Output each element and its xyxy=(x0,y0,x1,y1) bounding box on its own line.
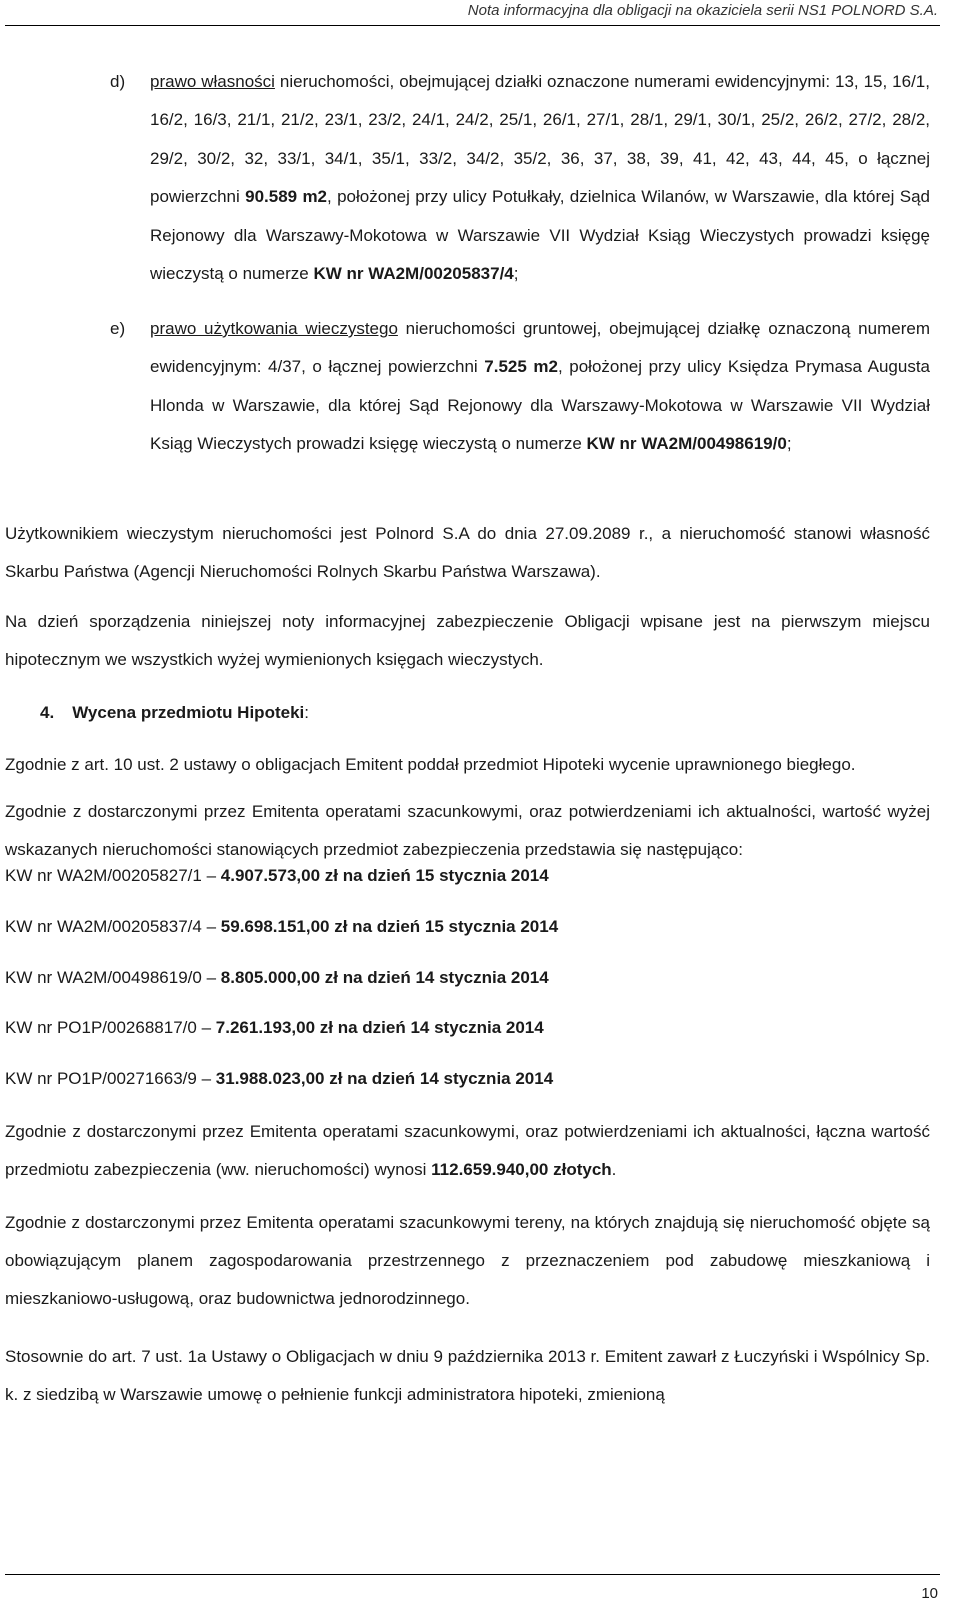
list-item-body xyxy=(150,63,930,293)
text-run: , położonej przy ulicy Potułkały, dzielnica Wilanów, w Warszawie, dla której Sąd Rejonowy dla Warszawy-Mokotowa w Warszawie VII Wydział Ksiąg Wieczystych prowadzi księgę wieczystą o numerze xyxy=(150,187,930,284)
total-value: 112.659.940,00 złotych xyxy=(431,1160,612,1179)
underlined-lead: prawo użytkowania wieczystego xyxy=(150,319,398,338)
valuation-dash: – xyxy=(206,917,217,936)
valuation-kw: KW nr WA2M/00205827/1 xyxy=(5,866,202,885)
underlined-lead: prawo własności xyxy=(150,72,275,91)
paragraph-zoning: Zgodnie z dostarczonymi przez Emitenta operatami szacunkowymi tereny, na których znajdują się nieruchomość objęte są obowiązującym planem zagospodarowania przestrzennego z przeznaczeniem pod zabudowę mieszkaniową i mieszkaniowo-usługową, oraz budownictwa jednorodzinnego. xyxy=(5,1213,930,1308)
text-run: , położonej przy ulicy Księdza Prymasa Augusta Hlonda w Warszawie, dla której Sąd Rejonowy dla Warszawy-Mokotowa w Warszawie VII Wydział Ksiąg Wieczystych prowadzi księgę wieczystą o numerze xyxy=(150,357,930,454)
valuation-row xyxy=(5,1013,544,1043)
text-run: nieruchomości gruntowej, obejmującej działkę oznaczoną numerem ewidencyjnym: 4/37, o łącznej powierzchni xyxy=(150,319,930,377)
valuation-amount: 7.261.193,00 zł na dzień 14 stycznia 2014 xyxy=(215,1018,544,1037)
section-colon: : xyxy=(304,703,309,722)
land-register-number: KW nr WA2M/00205837/4 xyxy=(313,264,514,284)
valuation-row xyxy=(5,1064,553,1094)
text-run: ; xyxy=(513,264,519,284)
area-value: 7.525 m2 xyxy=(484,357,558,377)
valuation-amount: 59.698.151,00 zł na dzień 15 stycznia 2014 xyxy=(220,917,559,936)
paragraph-valuation-intro: Zgodnie z dostarczonymi przez Emitenta operatami szacunkowymi, oraz potwierdzeniami ich aktualności, wartość wyżej wskazanych nieruchomości stanowiących przedmiot zabezpieczenia przedstawia się następująco: xyxy=(5,802,930,859)
area-value: 90.589 m2 xyxy=(245,187,328,207)
page-number: 10 xyxy=(921,1585,938,1602)
list-item-body xyxy=(150,310,930,464)
valuation-amount: 31.988.023,00 zł na dzień 14 stycznia 2014 xyxy=(215,1069,554,1088)
valuation-dash: – xyxy=(201,1018,212,1037)
section-title: Wycena przedmiotu Hipoteki xyxy=(72,703,305,722)
land-register-number: KW nr WA2M/00498619/0 xyxy=(586,434,787,454)
valuation-dash: – xyxy=(206,866,217,885)
paragraph-valuation-basis: Zgodnie z art. 10 ust. 2 ustawy o obligacjach Emitent poddał przedmiot Hipoteki wycenie uprawnionego biegłego. xyxy=(5,755,856,774)
valuation-kw: KW nr PO1P/00268817/0 xyxy=(5,1018,197,1037)
header-divider xyxy=(5,25,940,26)
list-item-letter: d) xyxy=(110,72,126,91)
valuation-kw: KW nr WA2M/00498619/0 xyxy=(5,968,202,987)
valuation-kw: KW nr WA2M/00205837/4 xyxy=(5,917,202,936)
valuation-amount: 4.907.573,00 zł na dzień 15 stycznia 2014 xyxy=(220,866,549,885)
valuation-row xyxy=(5,912,558,942)
valuation-amount: 8.805.000,00 zł na dzień 14 stycznia 2014 xyxy=(220,968,549,987)
text-run: Zgodnie z dostarczonymi przez Emitenta operatami szacunkowymi, oraz potwierdzeniami ich aktualności, łączna wartość przedmiotu zabezpieczenia (ww. nieruchomości) wynosi xyxy=(5,1122,930,1179)
valuation-row xyxy=(5,963,549,993)
paragraph-total-value xyxy=(5,1113,930,1189)
document-header-title: Nota informacyjna dla obligacji na okaziciela serii NS1 POLNORD S.A. xyxy=(467,2,938,19)
valuation-kw: KW nr PO1P/00271663/9 xyxy=(5,1069,197,1088)
valuation-dash: – xyxy=(201,1069,212,1088)
paragraph-administrator-agreement: Stosownie do art. 7 ust. 1a Ustawy o Obligacjach w dniu 9 października 2013 r. Emitent zawarł z Łuczyński i Wspólnicy Sp. k. z siedzibą w Warszawie umowę o pełnienie funkcji administratora hipoteki, zmienioną xyxy=(5,1347,930,1404)
text-run: . xyxy=(611,1160,617,1179)
list-item-letter: e) xyxy=(110,319,126,338)
valuation-row xyxy=(5,861,549,891)
section-number: 4. xyxy=(40,703,55,722)
text-run: ; xyxy=(786,434,792,454)
paragraph-usufruct: Użytkownikiem wieczystym nieruchomości jest Polnord S.A do dnia 27.09.2089 r., a nieruchomość stanowi własność Skarbu Państwa (Agencji Nieruchomości Rolnych Skarbu Państwa Warszawa). xyxy=(5,524,930,581)
text-run: nieruchomości, obejmującej działki oznaczone numerami ewidencyjnymi: 13, 15, 16/1, 16/2, 16/3, 21/1, 21/2, 23/1, 23/2, 24/1, 24/2, 25/1, 26/1, 27/1, 28/1, 29/1, 30/1, 25/2, 26/2, 27/2, 28/2, 29/2, 30/2, 32, 33/1, 34/1, 35/1, 33/2, 34/2, 35/2, 36, 37, 38, 39, 41, 42, 43, 44, 45, o łącznej powierzchni xyxy=(150,72,930,207)
section-heading xyxy=(40,698,309,728)
footer-divider xyxy=(5,1574,940,1575)
paragraph-mortgage-entry: Na dzień sporządzenia niniejszej noty informacyjnej zabezpieczenie Obligacji wpisane jest na pierwszym miejscu hipotecznym we wszystkich wyżej wymienionych księgach wieczystych. xyxy=(5,612,930,669)
valuation-dash: – xyxy=(206,968,217,987)
